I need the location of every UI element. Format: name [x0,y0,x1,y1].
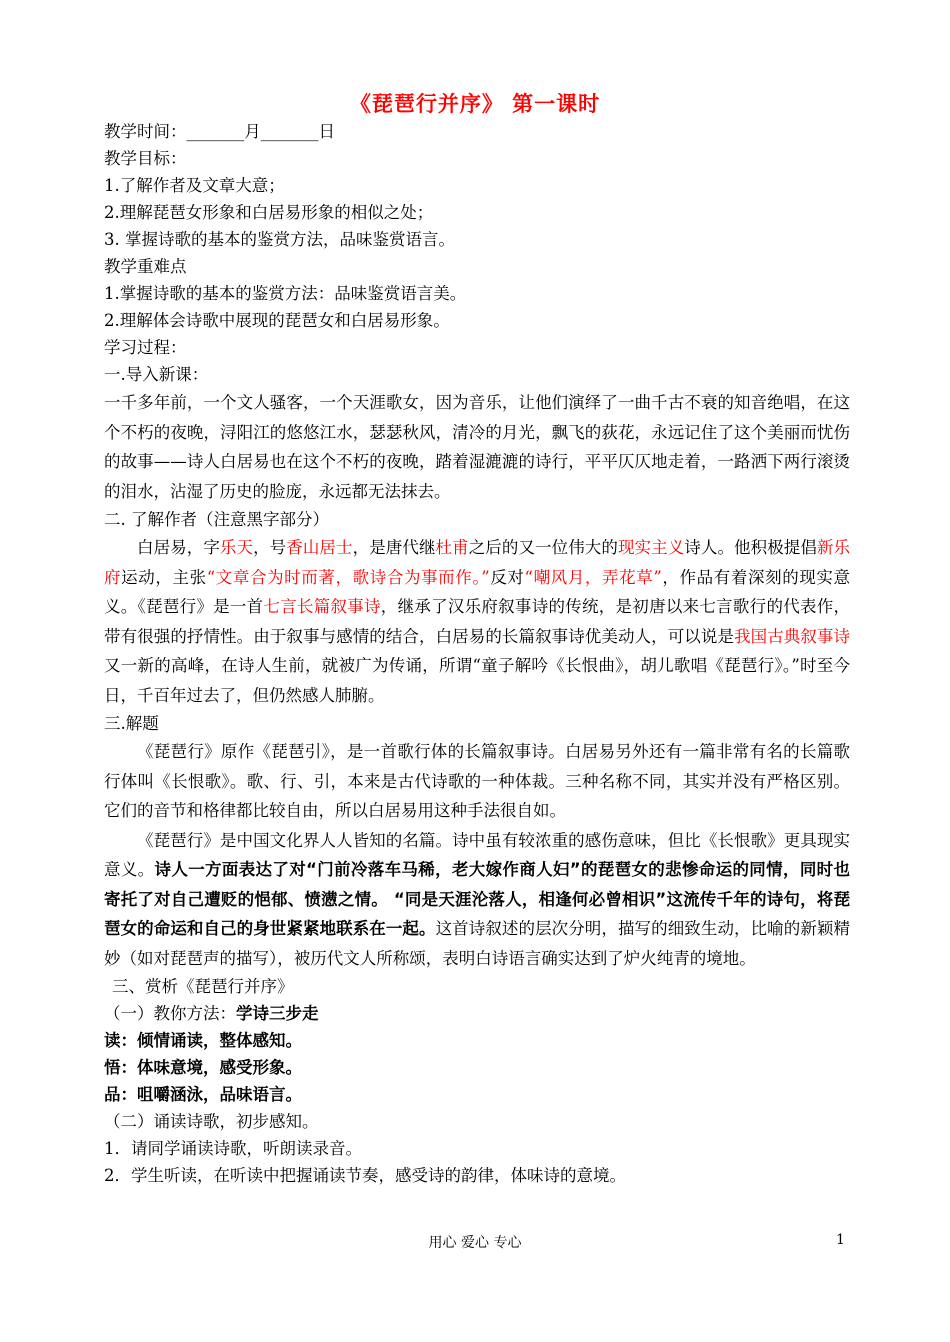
difficulty-heading: 教学重难点 [104,257,187,276]
intro-heading: 一.导入新课： [104,365,209,384]
author-highlight: 新乐府 [104,538,851,587]
document-body [104,118,850,1189]
explain-paragraph-1: 《琵琶行》原作《琵琶引》，是一首歌行体的长篇叙事诗。白居易另外还有一篇非常有名的长篇歌行体叫《长恨歌》。歌、行、引，本来是古代诗歌的一种体裁。三种名称不同，其实并没有严格区别。它们的音节和格律都比较自由，所以白居易用这种手法很自如。 [104,742,850,820]
teaching-time: 教学时间：_______月_______日 [104,122,335,141]
difficulty-item: 1.掌握诗歌的基本的鉴赏方法：品味鉴赏语言美。 [104,284,467,303]
appreciate-heading: 三、赏析《琵琶行并序》 [112,977,294,996]
page-footer: 用心 爱心 专心 [428,1235,522,1251]
goal-item: 3. 掌握诗歌的基本的鉴赏方法，品味鉴赏语言。 [104,230,455,249]
author-highlight: 七言长篇叙事诗 [263,597,381,616]
explain-text: 《琵琶行》是中国文化界人人皆知的名篇。诗中虽有较浓重的感伤意味，但比《长恨歌》更具现实意义。 [104,830,850,879]
intro-paragraph: 一千多年前，一个文人骚客，一个天涯歌女，因为音乐，让他们演绎了一曲千古不衰的知音绝唱，在这个不朽的夜晚，浔阳江的悠悠江水，瑟瑟秋风，清冷的月光，飘飞的荻花，永远记住了这个美丽而忧伤的故事——诗人白居易也在这个不朽的夜晚，踏着湿漉漉的诗行，平平仄仄地走着，一路洒下两行滚烫的泪水，沾湿了历史的脸庞，永远都无法抹去。 [104,393,850,501]
method-prefix: （一）教你方法： [104,1004,236,1023]
author-text: ，是唐代继 [352,538,436,557]
goals-heading: 教学目标： [104,149,187,168]
recite-heading: （二）诵读诗歌，初步感知。 [104,1112,319,1131]
step-item: 读：倾情诵读，整体感知。 [104,1031,302,1050]
explain-bold-text: 诗人一方面表达了对“门前冷落车马稀，老大嫁作商人妇”的琵琶女的悲惨命运的同情，同时也寄托了对自己遭贬的悒郁、愤懑之情。 “同是天涯沦落人，相逢何必曾相识”这流传千年的诗句，将琵琶女的命运和自己的身世紧紧地联系在一起。 [104,860,850,938]
step-item: 品：咀嚼涵泳，品味语言。 [104,1085,302,1104]
author-text: 又一新的高峰，在诗人生前，就被广为传诵，所谓“童子解吟《长恨曲》，胡儿歌唱《琵琶行》。”时至今日，千百年过去了，但仍然感人肺腑。 [104,656,850,705]
author-highlight: 我国古典叙事诗 [734,626,851,646]
author-heading: 二. 了解作者（注意黑字部分） [104,510,329,529]
author-paragraph [104,533,850,710]
author-text: ，继承了汉乐府叙事诗的传统，是初唐以来七言歌行的代表作，带有很强的抒情性。由于叙事与感情的结合，白居易的长篇叙事诗优美动人，可以说是 [104,597,851,646]
author-text: ，作品有着深刻的现实意义。《琵琶行》是一首 [104,567,851,616]
goal-item: 2.理解琵琶女形象和白居易形象的相似之处； [104,203,434,222]
page-number: 1 [836,1232,845,1248]
author-highlight: 杜甫 [435,538,469,557]
author-text: 运动，主张 [121,567,207,587]
author-highlight: 乐天 [219,538,254,557]
page-title: 《琵琶行并序》 第一课时 [349,92,601,116]
method-line [104,1000,850,1027]
author-highlight: “嘲风月，弄花草” [524,567,662,587]
author-text: 之后的又一位伟大的 [468,538,618,557]
author-highlight: 香山居士 [286,538,353,557]
step-item: 悟：体味意境，感受形象。 [104,1058,302,1077]
goal-item: 1.了解作者及文章大意； [104,176,285,195]
process-heading: 学习过程： [104,338,187,357]
author-highlight: 现实主义 [617,538,685,557]
author-text: 诗人。他积极提倡 [684,538,817,557]
method-bold: 学诗三步走 [236,1004,319,1023]
recite-item: 2．学生听读，在听读中把握诵读节奏，感受诗的韵律，体味诗的意境。 [104,1166,626,1185]
explain-heading: 三.解题 [104,714,159,733]
difficulty-item: 2.理解体会诗歌中展现的琵琶女和白居易形象。 [104,311,450,330]
author-text: 反对 [489,567,525,587]
author-highlight: “文章合为时而著，歌诗合为事而作。” [206,567,490,587]
explain-text: 这首诗叙述的层次分明，描写的细致生动，比喻的新颖精妙（如对琵琶声的描写），被历代文人所称颂，表明白诗语言确实达到了炉火纯青的境地。 [104,919,851,968]
explain-paragraph-2 [104,826,850,974]
author-text: ，号 [253,538,287,557]
author-text: 白居易，字 [137,538,220,557]
recite-item: 1．请同学诵读诗歌，听朗读录音。 [104,1139,362,1158]
